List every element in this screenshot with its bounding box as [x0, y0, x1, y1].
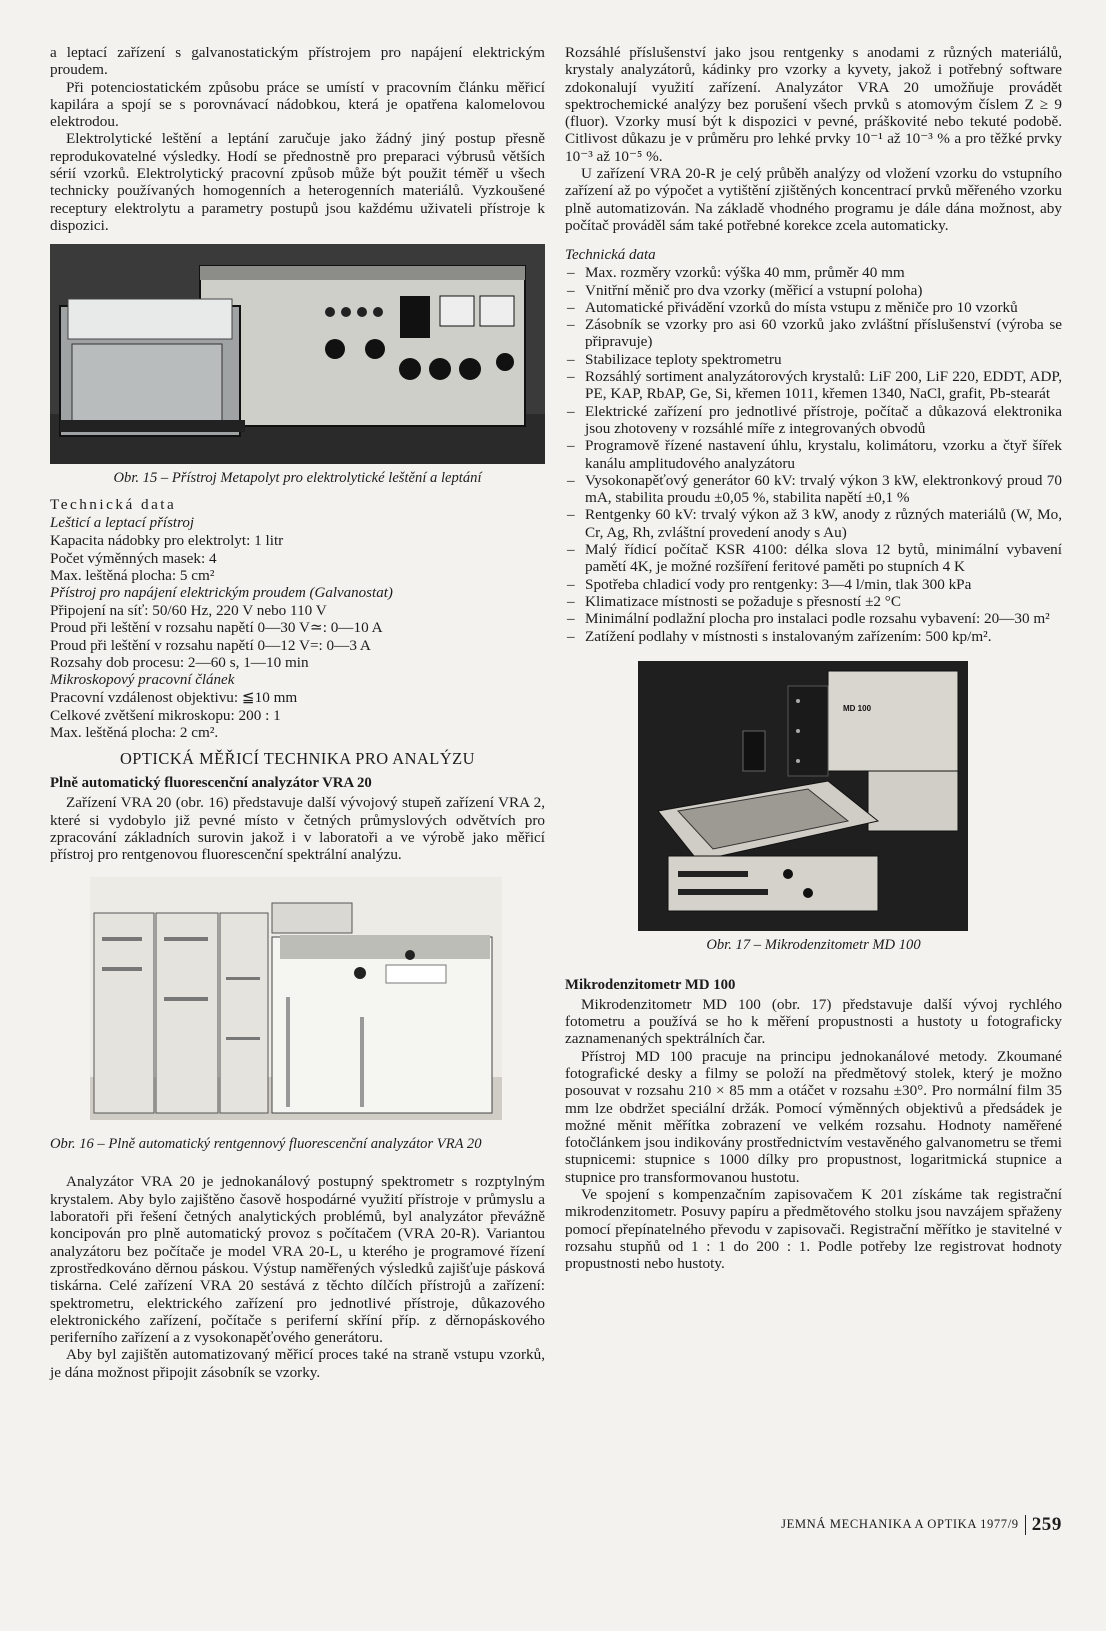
subheading: Mikroskopový pracovní článek	[50, 672, 235, 689]
data-line: Kapacita nádobky pro elektrolyt: 1 litr	[50, 532, 284, 550]
paragraph: Elektrolytické leštění a leptání zaručuje jako žádný jiný postup přesně reprodukovatelné výsledky. Hodí se přednostně pro preparaci výbrusů větších sérií vzorků. Elektrolytický pracovní způsob může být použit téměř u všech technicky používaných homogenních a heterogenních materiálů. Vyzkoušené receptury elektrolytu a parametry postupů jsou každému uživateli přístroje k dispozici.	[50, 130, 545, 234]
left-column	[50, 44, 545, 1381]
paragraph: Zařízení VRA 20 (obr. 16) představuje další vývojový stupeň zařízení VRA 2, které si vydobylo již pevné místo v četných průmyslových odvětvích pro zpracování základních surovin jakož i v laboratoři a ve výrobě jako měřicí přístroj pro rentgenovou fluorescenční spektrální analýzu.	[50, 794, 545, 864]
list-item: – Minimální podlažní plocha pro instalaci podle rozsahu vybavení: 20—30 m²	[565, 610, 1062, 627]
paragraph: Ve spojení s kompenzačním zapisovačem K 201 získáme tak registrační mikrodenzitometr. Posuvy papíru a předmětového stolku jsou navzájem spřaženy pomocí přepínatelného převodu v zapisovači. Registrační měřítko je stavitelné v rozsahu stupňů od 1 : 1 do 200 : 1. Podle potřeby lze registrovat hodnoty propustnosti nebo hustoty.	[565, 1186, 1062, 1273]
page-footer	[781, 1514, 1062, 1536]
paragraph: Mikrodenzitometr MD 100 (obr. 17) představuje další vývoj rychlého fotometru a používá se ho k měření propustnosti a hustoty u fotograficky zaznamenaných spektrálních čar.	[565, 995, 1062, 1048]
journal-title: JEMNÁ MECHANIKA A OPTIKA 1977/9	[781, 1516, 1019, 1531]
subheading: Lešticí a leptací přístroj	[50, 515, 195, 532]
figure-16-photo	[90, 877, 502, 1120]
list-item: – Malý řídicí počítač KSR 4100: délka slova 12 bytů, minimální vybavení pamětí 4K, je možné rozšíření feritové paměti po stupních 4 K	[565, 541, 1062, 576]
list-item: – Spotřeba chladicí vody pro rentgenky: 3—4 l/min, tlak 300 kPa	[565, 576, 1062, 593]
subheading: Přístroj pro napájení elektrickým proudem (Galvanostat)	[50, 585, 393, 602]
tech-data-heading: Technická data	[50, 496, 177, 514]
vra20-analyzer-illustration	[90, 877, 502, 1120]
data-line: Proud při leštění v rozsahu napětí 0—12 V=: 0—3 A	[50, 636, 371, 654]
list-item: – Stabilizace teploty spektrometru	[565, 351, 1062, 368]
list-item: – Zásobník se vzorky pro asi 60 vzorků jako zvláštní příslušenství (výroba se připravuje)	[565, 316, 1062, 351]
list-item: – Max. rozměry vzorků: výška 40 mm, průměr 40 mm	[565, 264, 1062, 281]
paragraph: a leptací zařízení s galvanostatickým přístrojem pro napájení elektrickým proudem.	[50, 44, 545, 79]
data-line: Proud při leštění v rozsahu napětí 0—30 V≃: 0—10 A	[50, 619, 383, 637]
tech-data-list	[565, 264, 1062, 645]
article-heading: Mikrodenzitometr MD 100	[565, 976, 736, 993]
figure-17-caption: Obr. 17 – Mikrodenzitometr MD 100	[706, 936, 921, 953]
data-line: Pracovní vzdálenost objektivu: ≦10 mm	[50, 689, 298, 707]
data-line: Max. leštěná plocha: 5 cm²	[50, 566, 215, 584]
list-item: – Automatické přivádění vzorků do místa vstupu z měniče pro 10 vzorků	[565, 299, 1062, 316]
figure-15-caption: Obr. 15 – Přístroj Metapolyt pro elektrolytické leštění a leptání	[113, 470, 482, 487]
data-line: Rozsahy dob procesu: 2—60 s, 1—10 min	[50, 654, 309, 672]
data-line: Počet výměnných masek: 4	[50, 549, 217, 567]
metapolyt-device-illustration	[50, 244, 545, 464]
tech-data-heading: Technická data	[565, 247, 656, 264]
paragraph: Aby byl zajištěn automatizovaný měřicí proces také na straně vstupu vzorků, je dána možnost připojit zásobník se vzorky.	[50, 1346, 545, 1381]
paragraph: Při potenciostatickém způsobu práce se umístí v pracovním článku měřicí kapilára a spojí se s porovnávací nádobkou, která je opatřena kalomelovou elektrodou.	[50, 78, 545, 131]
footer-divider	[1025, 1515, 1026, 1535]
paragraph: Přístroj MD 100 pracuje na principu jednokanálové metody. Zkoumané fotografické desky a filmy se položí na předmětový stolek, který je možno posouvat v rozsahu 210 × 85 mm a otáčet v rozsahu ±30°. Pro normální film 35 mm lze obdržet speciální držák. Pomocí výměnných objektivů a předsádek je možné měnit měřítka zobrazení ve velkém rozsahu. Hodnoty naměřené fotočlánkem jsou indikovány prostřednictvím vestavěného galvanometru se třemi stupnicemi: stupnice s 1000 dílky pro propustnost, logaritmická stupnice a stupnice pro transformovanou hustotu.	[565, 1047, 1062, 1186]
md100-microdensitometer-illustration	[638, 661, 968, 931]
article-heading: Plně automatický fluorescenční analyzátor VRA 20	[50, 775, 372, 792]
data-line: Připojení na síť: 50/60 Hz, 220 V nebo 110 V	[50, 602, 327, 620]
list-item: – Vysokonapěťový generátor 60 kV: trvalý výkon 3 kW, elektronkový proud 70 mA, stabilita proudu ±0,05 %, stabilita napětí ±0,1 %	[565, 472, 1062, 507]
figure-15-photo	[50, 244, 545, 464]
list-item: – Zatížení podlahy v místnosti s instalovaným zařízením: 500 kp/m².	[565, 628, 1062, 645]
figure-17-photo	[638, 661, 968, 931]
paragraph: Rozsáhlé příslušenství jako jsou rentgenky s anodami z různých materiálů, krystaly analyzátorů, kádinky pro vzorky a kyvety, jakož i potřebný software zdokonalují využití zařízení. Analyzátor VRA 20 umožňuje provádět spektrochemické analýzy bez porušení všech prvků s atomovým číslem Z ≥ 9 (fluor). Vzorky musí být k dispozici v pevné, práškovité nebo tekuté podobě. Citlivost důkazu je v průměru pro lehké prvky 10⁻¹ až 10⁻³ % a pro těžké prvky 10⁻³ až 10⁻⁵ %.	[565, 44, 1062, 165]
paragraph: U zařízení VRA 20-R je celý průběh analýzy od vložení vzorku do vstupního zařízení až po výpočet a vytištění zjištěných koncentrací prvků měřeného vzorku plně automatizován. Na základě vhodného programu je dále dána možnost, aby počítač prováděl sám také potřebné korekce zcela automaticky.	[565, 165, 1062, 234]
md100-panel-label: MD 100	[843, 703, 872, 713]
list-item: – Programově řízené nastavení úhlu, krystalu, kolimátoru, vzorku a čtyř šířek kanálu amplitudového analyzátoru	[565, 437, 1062, 472]
paragraph: Analyzátor VRA 20 je jednokanálový postupný spektrometr s rozptylným krystalem. Aby bylo zajištěno časově hospodárné využití přístroje v průmyslu a laboratoři při řešení četných analytických problémů, byl analyzátor převážně koncipován pro plně automatický provoz s počítačem (VRA 20-R). Variantou analyzátoru bez počítače je model VRA 20-L, u kterého je programové řízení zprostředkováno děrnou páskou. Výstup naměřených výsledků zajišťuje pásková tiskárna. Celé zařízení VRA 20 sestává z těchto dílčích přístrojů a zařízení: spektrometru, elektrického zařízení pro jednotlivé přístroje, důkazového elektronického zařízení, počítače s periferní skříní příp. z děrnopáskového periferního zařízení a z vysokonapěťového generátoru.	[50, 1173, 545, 1347]
list-item: – Rozsáhlý sortiment analyzátorových krystalů: LiF 200, LiF 220, EDDT, ADP, PE, KAP, RbAP, Ge, Si, křemen 1011, křemen 1340, NaCl, grafit, Pb-stearát	[565, 368, 1062, 403]
list-item: – Vnitřní měnič pro dva vzorky (měřicí a vstupní poloha)	[565, 282, 1062, 299]
page-number: 259	[1031, 1514, 1062, 1535]
data-line: Celkové zvětšení mikroskopu: 200 : 1	[50, 706, 281, 724]
list-item: – Klimatizace místnosti se požaduje s přesností ±2 °C	[565, 593, 1062, 610]
list-item: – Rentgenky 60 kV: trvalý výkon až 3 kW, anody z různých materiálů (W, Mo, Cr, Ag, Rh, zvláštní provedení anody s Au)	[565, 506, 1062, 541]
right-column	[565, 44, 1062, 1273]
list-item: – Elektrické zařízení pro jednotlivé přístroje, počítač a důkazová elektronika jsou zhotoveny v rozsáhlé míře z integrovaných obvodů	[565, 403, 1062, 438]
section-heading: OPTICKÁ MĚŘICÍ TECHNIKA PRO ANALÝZU	[119, 749, 476, 769]
data-line: Max. leštěná plocha: 2 cm².	[50, 723, 219, 741]
figure-16-caption: Obr. 16 – Plně automatický rentgennový fluorescenční analyzátor VRA 20	[50, 1136, 482, 1153]
